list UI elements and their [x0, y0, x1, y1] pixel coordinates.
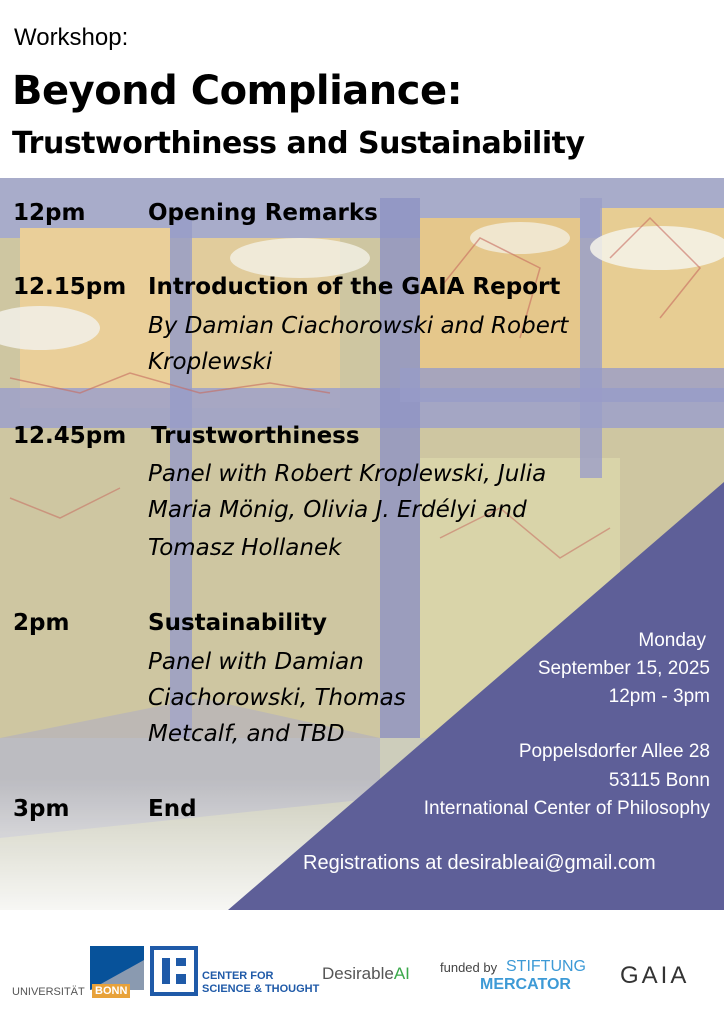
gaia-logo: GAIA: [620, 962, 690, 989]
stiftung-label: STIFTUNG: [506, 958, 586, 975]
event-kicker: Workshop:: [14, 24, 129, 51]
event-title: Beyond Compliance:: [12, 68, 463, 114]
header: [0, 0, 724, 178]
agenda-detail: By Damian Ciachorowski and Robert: [148, 313, 569, 339]
funded-by-label: funded by: [440, 960, 498, 975]
registration-link[interactable]: Registrations at desirableai@gmail.com: [303, 852, 656, 874]
agenda-title: Introduction of the GAIA Report: [148, 274, 561, 300]
bonn-city: BONN: [92, 984, 130, 998]
venue-name: International Center of Philosophy: [423, 798, 710, 819]
agenda-detail: Maria Mönig, Olivia J. Erdélyi and: [148, 497, 527, 523]
agenda-title: End: [148, 796, 197, 822]
desirable-ai-mark: AI: [393, 964, 410, 983]
agenda-time: 12pm: [13, 200, 86, 226]
stiftung-mercator-logo: [440, 958, 610, 998]
desirable-ai-logo: [322, 964, 410, 984]
cst-line1: CENTER FOR: [202, 970, 274, 982]
agenda-title: Trustworthiness: [151, 423, 360, 449]
bonn-name: UNIVERSITÄT: [12, 986, 85, 998]
university-bonn-logo: [12, 946, 144, 1004]
agenda-detail: Panel with Damian: [148, 649, 364, 675]
agenda-time: 3pm: [13, 796, 70, 822]
agenda-time: 2pm: [13, 610, 70, 636]
agenda-time: 12.45pm: [13, 423, 127, 449]
event-date: September 15, 2025: [537, 658, 710, 679]
mercator-label: MERCATOR: [480, 976, 571, 993]
venue-city: 53115 Bonn: [608, 770, 710, 791]
agenda-title: Opening Remarks: [148, 200, 378, 226]
cst-line2: SCIENCE & THOUGHT: [202, 983, 320, 995]
event-subtitle: Trustworthiness and Sustainability: [12, 126, 585, 161]
sponsor-logos: [0, 910, 724, 1024]
cst-emblem-icon: [150, 946, 198, 996]
agenda-title: Sustainability: [148, 610, 328, 636]
agenda-detail: Kroplewski: [148, 349, 273, 375]
agenda-detail: Tomasz Hollanek: [148, 535, 342, 561]
agenda-detail: Ciachorowski, Thomas: [148, 685, 406, 711]
venue-street: Poppelsdorfer Allee 28: [518, 741, 710, 762]
cst-logo: [150, 946, 320, 1002]
event-hours: 12pm - 3pm: [608, 686, 710, 707]
event-day: Monday: [638, 630, 706, 651]
agenda-time: 12.15pm: [13, 274, 127, 300]
agenda-detail: Panel with Robert Kroplewski, Julia: [148, 461, 547, 487]
agenda-detail: Metcalf, and TBD: [148, 721, 345, 747]
desirable-wordmark: Desirable: [322, 964, 394, 983]
background-artwork: [0, 178, 724, 910]
